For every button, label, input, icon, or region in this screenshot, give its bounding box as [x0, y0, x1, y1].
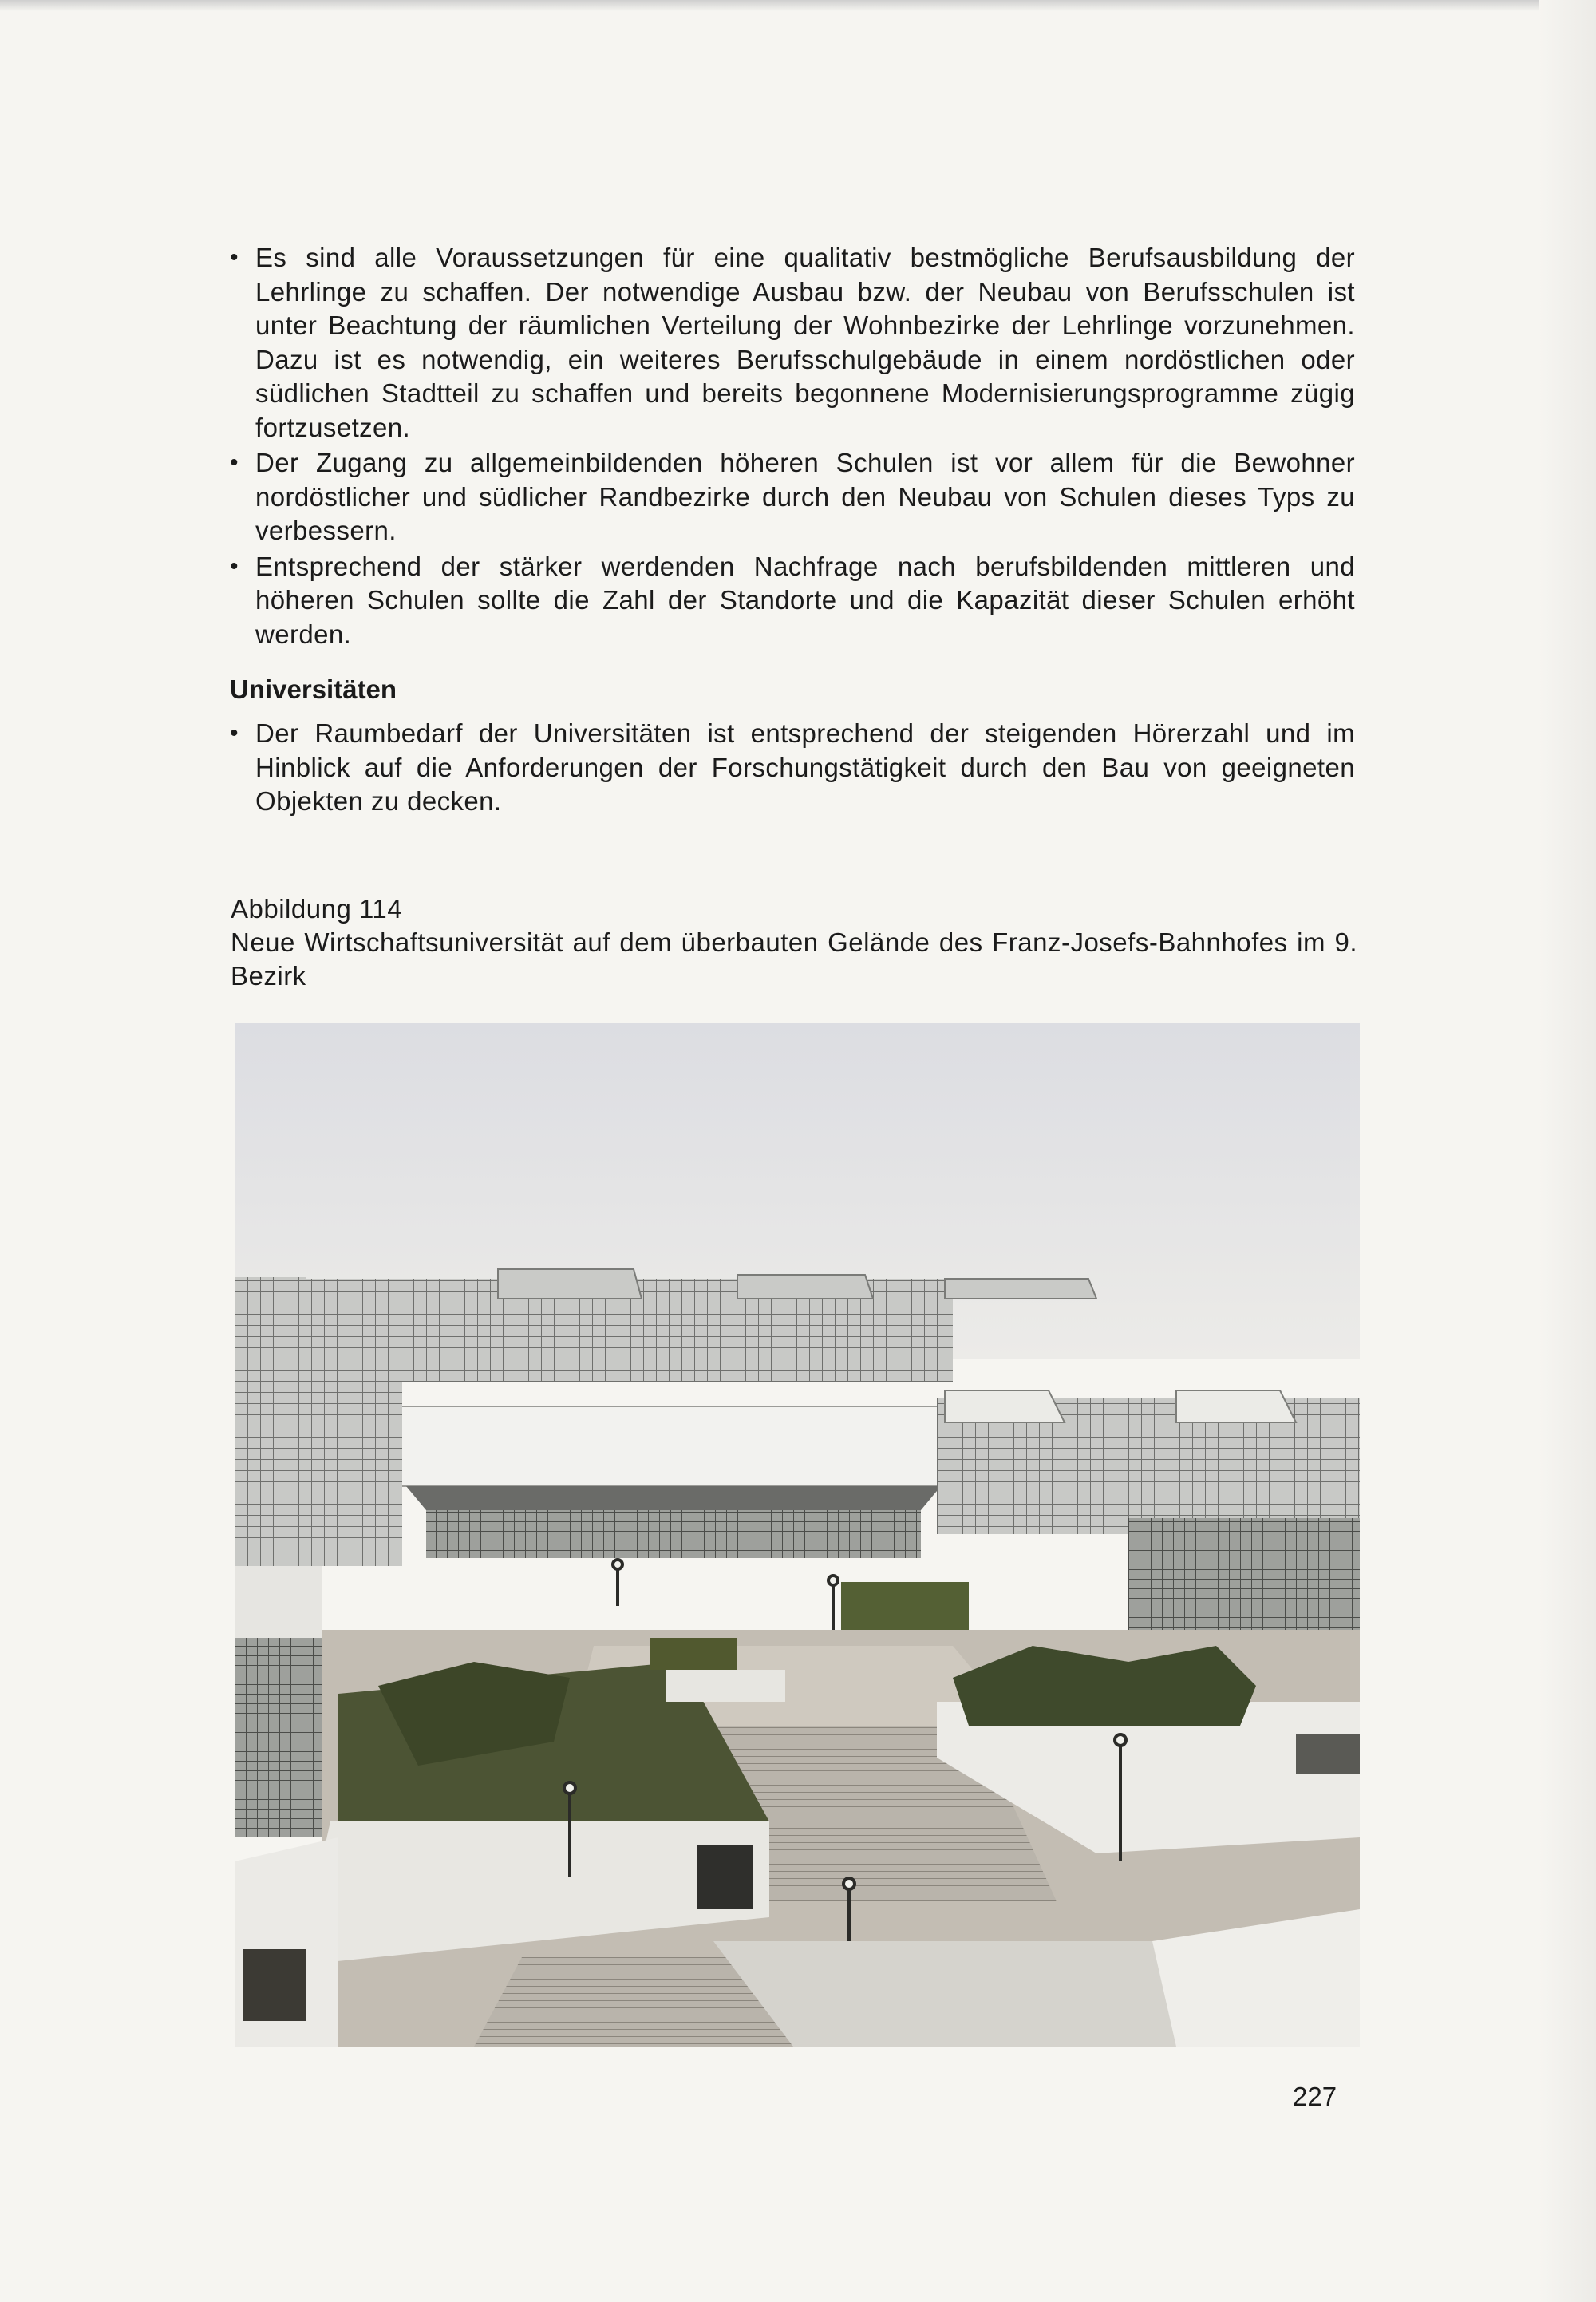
bullet-item	[230, 717, 1355, 819]
bullet-item	[230, 550, 1355, 652]
page-number: 227	[1293, 2082, 1337, 2111]
figure-caption	[231, 892, 1357, 993]
bullet-list-universities	[230, 717, 1355, 821]
bullet-text: Der Zugang zu allgemeinbildenden höheren Schulen ist vor allem für die Bewohner nordöstlicher und südlicher Randbezirke durch den Neubau von Schulen dieses Typs zu verbessern.	[255, 448, 1355, 545]
bullet-dot-icon: •	[230, 720, 239, 746]
university-photo	[235, 1023, 1360, 2047]
page-right-edge	[1539, 0, 1596, 2302]
bullet-item	[230, 446, 1355, 548]
page-top-edge	[0, 0, 1596, 11]
bullet-text: Es sind alle Voraussetzungen für eine qualitativ bestmögliche Berufsausbildung der Lehrlinge zu schaffen. Der notwendige Ausbau bzw. der Neubau von Berufsschulen ist unter Beachtung der räumlichen Verteilung der Wohnbezirke der Lehrlinge vorzunehmen. Dazu ist es notwendig, ein weiteres Berufsschulgebäude in einem nordöstlichen oder südlichen Stadtteil zu schaffen und bereits begonnene Modernisierungsprogramme zügig fortzusetzen.	[255, 243, 1355, 442]
bullet-dot-icon: •	[230, 244, 239, 271]
figure-label: Abbildung 114	[231, 894, 403, 924]
bullet-text: Entsprechend der stärker werdenden Nachfrage nach berufsbildenden mittleren und höheren Schulen sollte die Zahl der Standorte und die Kapazität dieser Schulen erhöht werden.	[255, 551, 1355, 649]
university-photo-drawing	[235, 1023, 1360, 2047]
bullet-item	[230, 241, 1355, 445]
section-heading: Universitäten	[230, 674, 397, 704]
figure-caption-text: Neue Wirtschaftsuniversität auf dem überbauten Gelände des Franz-Josefs-Bahnhofes im 9. Bezirk	[231, 928, 1357, 991]
bullet-dot-icon: •	[230, 552, 239, 579]
bullet-dot-icon: •	[230, 449, 239, 476]
bullet-list-schools	[230, 241, 1355, 653]
bullet-text: Der Raumbedarf der Universitäten ist entsprechend der steigenden Hörerzahl und im Hinblick auf die Anforderungen der Forschungstätigkeit durch den Bau von geeigneten Objekten zu decken.	[255, 718, 1355, 816]
